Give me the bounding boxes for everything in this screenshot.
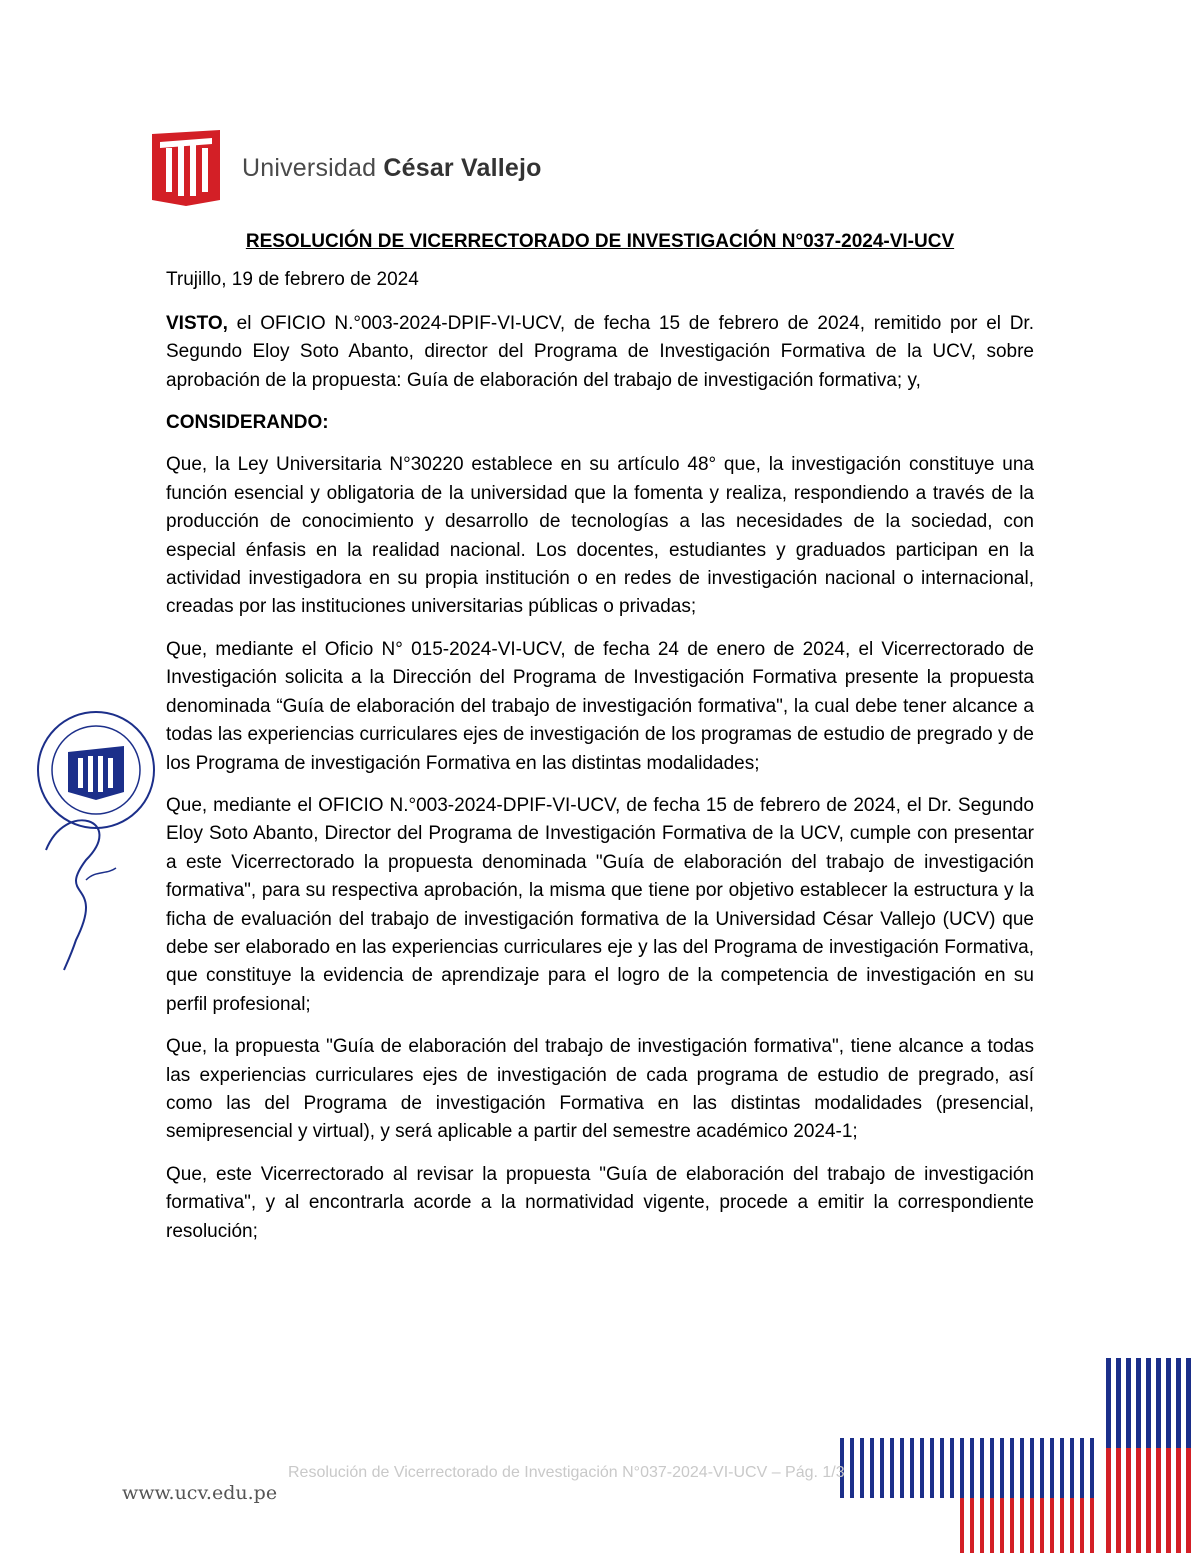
considerando-paragraph-5: Que, este Vicerrectorado al revisar la propuesta "Guía de elaboración del trabajo de investigación formativa", y al encontrarla acorde a la normatividad vigente, procede a emitir la correspondiente resolución; bbox=[166, 1163, 1034, 1242]
footer-website-link[interactable]: www.ucv.edu.pe bbox=[122, 1482, 278, 1504]
considerando-paragraph-3: Que, mediante el OFICIO N.°003-2024-DPIF-VI-UCV, de fecha 15 de febrero de 2024, el Dr. Segundo Eloy Soto Abanto, Director del Programa de Investigación Formativa de la UCV, cumple con presentar a este Vicerrectorado la propuesta denominada "Guía de elaboración del trabajo de investigación formativa", para su respectiva aprobación, la misma que tiene por objetivo establecer la estructura y la ficha de evaluación del trabajo de investigación formativa de la Universidad César Vallejo (UCV) que debe ser elaborado en las experiencias curriculares eje y las del Programa de investigación Formativa, que constituye la evidencia de aprendizaje para el logro de la competencia de investigación en su perfil profesional; bbox=[166, 794, 1034, 1015]
ucv-logo-mark-icon bbox=[152, 130, 220, 206]
considerando-paragraph-1: Que, la Ley Universitaria N°30220 establece en su artículo 48° que, la investigación constituye una función esencial y obligatoria de la universidad que la fomenta y realiza, respondiendo a través de la producción de conocimiento y desarrollo de tecnologías a las necesidades de la sociedad, con especial énfasis en la realidad nacional. Los docentes, estudiantes y graduados participan en la actividad investigadora en su propia institución o en redes de investigación nacional o internacional, creadas por las instituciones universitarias públicas o privadas; bbox=[166, 454, 1034, 618]
visto-paragraph bbox=[166, 310, 1034, 395]
footer-page-label: Resolución de Vicerrectorado de Investigación N°037-2024-VI-UCV – Pág. 1/3 bbox=[288, 1464, 845, 1481]
university-name-regular: Universidad bbox=[242, 153, 384, 182]
visto-label: VISTO, bbox=[166, 312, 228, 334]
resolution-title: RESOLUCIÓN DE VICERRECTORADO DE INVESTIGACIÓN N°037-2024-VI-UCV bbox=[245, 231, 955, 252]
university-name-bold: César Vallejo bbox=[383, 153, 542, 182]
official-seal-signature-icon bbox=[26, 700, 166, 980]
document-body bbox=[166, 228, 1034, 1260]
decorative-stripes bbox=[838, 1358, 1200, 1553]
visto-text: el OFICIO N.°003-2024-DPIF-VI-UCV, de fecha 15 de febrero de 2024, remitido por el Dr. Segundo Eloy Soto Abanto, director del Programa de Investigación Formativa de la UCV, sobre aprobación de la propuesta: Guía de elaboración del trabajo de investigación formativa; y, bbox=[166, 312, 1034, 391]
considerando-paragraph-4: Que, la propuesta "Guía de elaboración del trabajo de investigación formativa", tiene alcance a todas las experiencias curriculares ejes de investigación de cada programa de estudio de pregrado, así como las del Programa de investigación Formativa en las distintas modalidades (presencial, semipresencial y virtual), y será aplicable a partir del semestre académico 2024-1; bbox=[166, 1036, 1034, 1143]
university-logo bbox=[152, 130, 542, 206]
university-name bbox=[242, 154, 542, 183]
resolution-date: Trujillo, 19 de febrero de 2024 bbox=[166, 269, 419, 291]
considerando-heading: CONSIDERANDO: bbox=[166, 412, 329, 434]
considerando-paragraph-2: Que, mediante el Oficio N° 015-2024-VI-UCV, de fecha 24 de enero de 2024, el Vicerrectorado de Investigación solicita a la Dirección del Programa de Investigación Formativa presente la propuesta denominada “Guía de elaboración del trabajo de investigación formativa", la cual debe tener alcance a todas las experiencias curriculares ejes de investigación de los programas de estudio de pregrado y de los Programa de investigación Formativa en las distintas modalidades; bbox=[166, 638, 1034, 774]
